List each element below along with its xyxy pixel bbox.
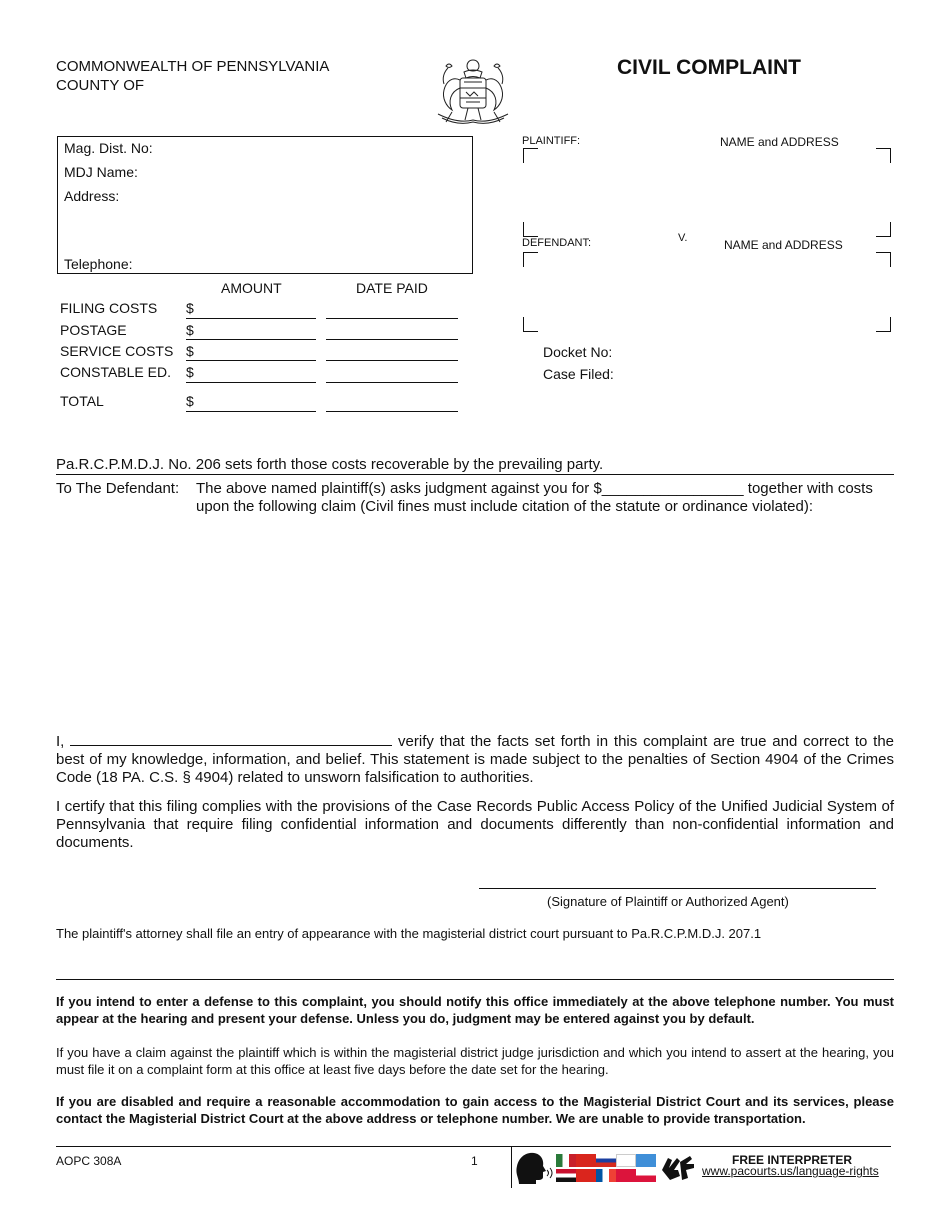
free-interpreter-label: FREE INTERPRETER [732,1153,853,1167]
flag-korea-icon [616,1154,636,1167]
verification-prefix: I, [56,733,65,750]
flag-nepal-icon [616,1169,636,1182]
versus-label: V. [678,232,688,244]
to-defendant-label: To The Defendant: [56,480,180,497]
commonwealth-label: COMMONWEALTH OF PENNSYLVANIA [56,58,330,75]
flag-egypt-icon [556,1169,576,1182]
defendant-name-address-label: NAME and ADDRESS [724,238,843,252]
signature-line [479,888,876,889]
footer-separator [511,1146,512,1188]
court-info-box [57,136,473,274]
disability-notice: If you are disabled and require a reasonable accommodation to gain access to the Magisterial District Court and its services, please contact the Magisterial District Court at the above address or telephone number. We are unable to provide transportation. [56,1094,894,1126]
postage-date-line [326,339,458,340]
service-costs-amount-line [186,360,316,361]
header-block [56,57,329,95]
claim-statement [196,480,873,516]
plaintiff-bracket-bottom-left [523,222,538,237]
currency-sign: $ [186,364,194,380]
verification-text: verify that the facts set forth in this complaint are true and correct to the best of my knowledge, information, and belief. This statement is made subject to the penalties of Section 4904 of the Crimes Code (18 PA. C.S. § 4904) related to unsworn falsification to authorities. [56,733,895,786]
claim-line-1: The above named plaintiff(s) asks judgment against you for $_________________ together with costs [196,480,873,497]
plaintiff-name-address-label: NAME and ADDRESS [720,135,839,149]
flag-vietnam-icon [576,1169,596,1182]
defendant-label: DEFENDANT: [522,237,592,249]
rule-206-underline [56,474,894,475]
county-label: COUNTY OF [56,77,145,94]
flag-mexico-icon [556,1154,576,1167]
constable-ed-date-line [326,382,458,383]
flag-somalia-icon [636,1154,656,1167]
verifier-name-line [70,733,392,746]
total-label: TOTAL [60,393,104,409]
attorney-note: The plaintiff's attorney shall file an entry of appearance with the magisterial district court pursuant to Pa.R.C.P.M.D.J. 207.1 [56,926,762,941]
defense-notice: If you intend to enter a defense to this complaint, you should notify this office immediately at the above telephone number. You must appear at the hearing and present your defense. Unless you do, judgment may be entered against you by default. [56,994,894,1026]
currency-sign: $ [186,393,194,409]
amount-header: AMOUNT [221,280,282,296]
filing-costs-amount-line [186,318,316,319]
notice-divider [56,979,894,980]
currency-sign: $ [186,343,194,359]
footer-rule [56,1146,891,1147]
address-label: Address: [64,188,120,204]
mag-dist-no-label: Mag. Dist. No: [64,140,153,156]
mdj-name-label: MDJ Name: [64,164,138,180]
flag-poland-icon [636,1169,656,1182]
service-costs-label: SERVICE COSTS [60,343,174,359]
flag-russia-icon [596,1154,616,1167]
defendant-bracket-bottom-left [523,317,538,332]
claim-line-2: upon the following claim (Civil fines must include citation of the statute or ordinance violated): [196,498,813,515]
plaintiff-bracket-bottom-right [876,222,891,237]
currency-sign: $ [186,300,194,316]
plaintiff-bracket-top-right [876,148,891,163]
postage-label: POSTAGE [60,322,127,338]
telephone-label: Telephone: [64,256,133,272]
form-title: CIVIL COMPLAINT [617,56,801,79]
currency-sign: $ [186,322,194,338]
docket-no-label: Docket No: [543,344,613,360]
case-filed-label: Case Filed: [543,366,614,382]
filing-costs-date-line [326,318,458,319]
pennsylvania-seal-icon [428,56,518,128]
postage-amount-line [186,339,316,340]
defendant-bracket-top-left [523,252,538,267]
filing-costs-label: FILING COSTS [60,300,158,316]
counterclaim-notice: If you have a claim against the plaintiff which is within the magisterial district judge jurisdiction and which you intend to assert at the hearing, you must file it on a complaint form at this office at least five days before the date set for the hearing. [56,1045,894,1077]
date-paid-header: DATE PAID [356,280,428,296]
form-id: AOPC 308A [56,1154,122,1168]
speaking-head-icon [513,1150,553,1186]
signature-label: (Signature of Plaintiff or Authorized Agent) [547,894,789,909]
plaintiff-bracket-top-left [523,148,538,163]
defendant-bracket-bottom-right [876,317,891,332]
service-costs-date-line [326,360,458,361]
plaintiff-label: PLAINTIFF: [522,135,581,147]
page-number: 1 [471,1154,478,1168]
total-date-line [326,411,458,412]
total-amount-line [186,411,316,412]
sign-language-icon [658,1150,698,1184]
defendant-bracket-top-right [876,252,891,267]
verification-paragraph [56,733,894,787]
language-rights-link[interactable]: www.pacourts.us/language-rights [702,1164,879,1178]
constable-ed-amount-line [186,382,316,383]
constable-ed-label: CONSTABLE ED. [60,364,171,380]
rule-206-text: Pa.R.C.P.M.D.J. No. 206 sets forth those costs recoverable by the prevailing party. [56,456,604,473]
flag-china-icon [576,1154,596,1167]
certification-paragraph: I certify that this filing complies with the provisions of the Case Records Public Access Policy of the Unified Judicial System of Pennsylvania that require filing confidential information and documents differently than non-confidential information and documents. [56,798,894,851]
flag-haiti-icon [596,1169,616,1182]
